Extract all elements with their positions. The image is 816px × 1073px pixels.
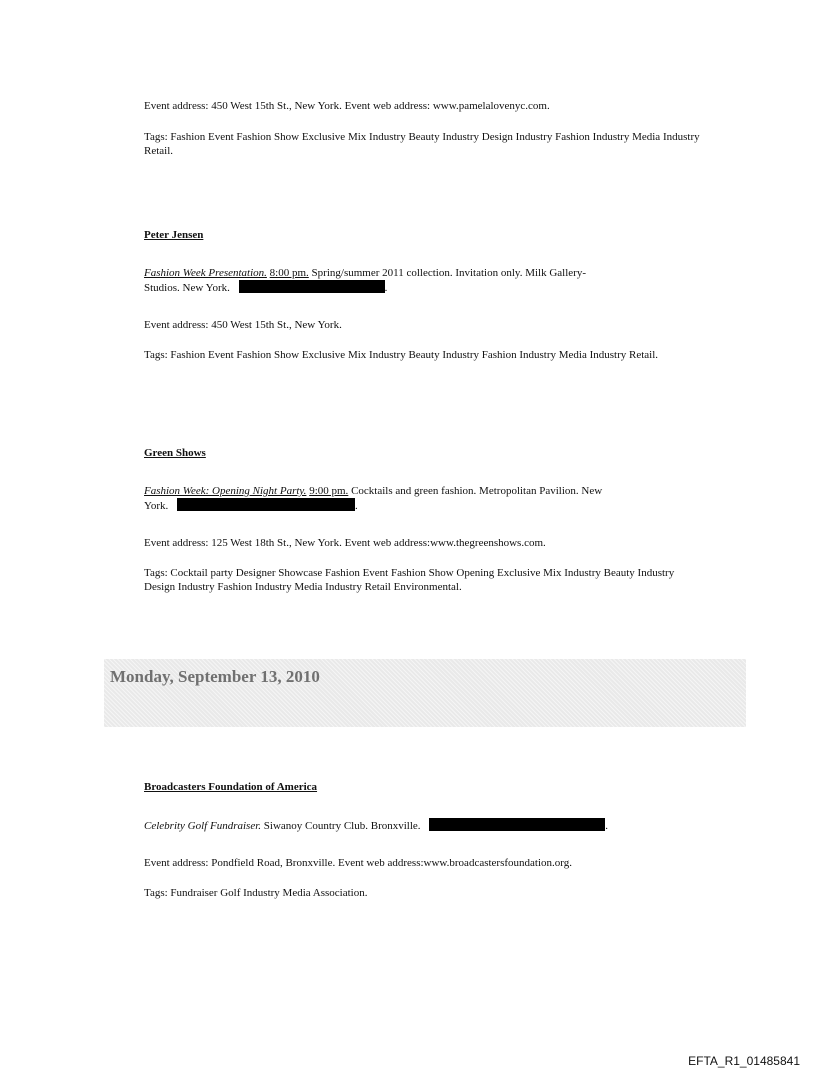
green-shows-event-time: 9:00 pm. bbox=[309, 485, 349, 497]
peter-jensen-tags: Tags: Fashion Event Fashion Show Exclusive Mix Industry Beauty Industry Fashion Industry Media Industry Retail. bbox=[144, 349, 659, 361]
green-shows-event-address: Event address: 125 West 18th St., New York. Event web address:www.thegreenshows.com. bbox=[144, 537, 546, 549]
green-shows-event-title: Fashion Week: Opening Night Party. bbox=[144, 485, 307, 497]
green-shows-event-desc: Cocktails and green fashion. Metropolitan Pavilion. New bbox=[351, 485, 603, 497]
peter-jensen-event-location: Studios. New York. bbox=[144, 282, 230, 294]
redaction-bar bbox=[239, 280, 385, 293]
broadcasters-event-title: Celebrity Golf Fundraiser. bbox=[144, 820, 262, 832]
broadcasters-heading: Broadcasters Foundation of America bbox=[144, 781, 318, 793]
date-header-band bbox=[104, 659, 746, 727]
redaction-bar bbox=[177, 498, 355, 511]
green-shows-heading: Green Shows bbox=[144, 447, 206, 459]
peter-jensen-event-desc: Spring/summer 2011 collection. Invitation only. Milk Gallery- bbox=[311, 267, 586, 279]
peter-jensen-heading: Peter Jensen bbox=[144, 229, 204, 241]
date-header: Monday, September 13, 2010 bbox=[110, 667, 320, 686]
broadcasters-tags: Tags: Fundraiser Golf Industry Media Association. bbox=[144, 887, 368, 899]
peter-jensen-event-time: 8:00 pm. bbox=[269, 267, 309, 279]
peter-jensen-event-title: Fashion Week Presentation. bbox=[144, 267, 267, 279]
peter-jensen-event-address: Event address: 450 West 15th St., New York. bbox=[144, 319, 342, 331]
broadcasters-event: Celebrity Golf Fundraiser. Siwanoy Country Club. Bronxville. . bbox=[144, 820, 609, 832]
broadcasters-event-desc: Siwanoy Country Club. Bronxville. bbox=[263, 820, 421, 832]
redaction-bar bbox=[429, 818, 605, 831]
pamela-event-address: Event address: 450 West 15th St., New York. Event web address: www.pamelalovenyc.com. bbox=[144, 100, 550, 112]
green-shows-tags: Tags: Cocktail party Designer Showcase Fashion Event Fashion Show Opening Exclusive Mix Industry Beauty Industry Design Industry Fashion Industry Media Industry Retail Environmental. bbox=[144, 567, 675, 593]
broadcasters-event-address: Event address: Pondfield Road, Bronxville. Event web address:www.broadcastersfoundation.org. bbox=[144, 857, 572, 869]
peter-jensen-event: Fashion Week Presentation. 8:00 pm. Spring/summer 2011 collection. Invitation only. Milk Gallery- Studios. New York. . bbox=[144, 267, 586, 294]
pamela-tags: Tags: Fashion Event Fashion Show Exclusive Mix Industry Beauty Industry Design Industry Fashion Industry Media Industry Retail. bbox=[144, 131, 700, 157]
green-shows-event-location: York. bbox=[144, 500, 169, 512]
document-id: EFTA_R1_01485841 bbox=[688, 1054, 800, 1068]
green-shows-event: Fashion Week: Opening Night Party. 9:00 pm. Cocktails and green fashion. Metropolitan Pavilion. New York. . bbox=[144, 485, 603, 512]
